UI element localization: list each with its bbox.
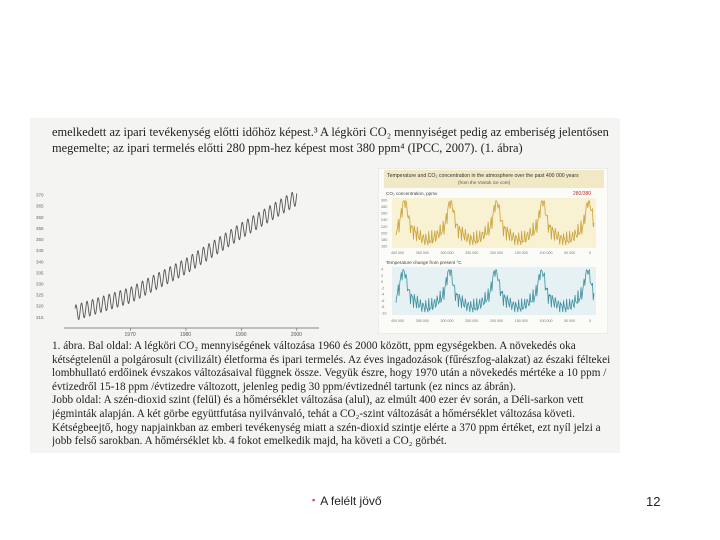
caption-line: évtizedről 15-18 ppm /évtizedre változott, jelenleg pedig 30 ppm/évtizednél tartunk (ez nincs az ábrán). xyxy=(52,380,516,393)
x-tick-label: 350 000 xyxy=(415,251,429,255)
co2-panel-label: CO₂ concentration, ppmv xyxy=(386,191,438,196)
slide-footer xyxy=(312,494,382,508)
caption-line: Jobb oldal: A szén-dioxid szint (felül) és a hőmérséklet változása (alul), az elmúlt 400 ezer év során, a Déli-sarkon vett xyxy=(52,394,584,407)
vostok-subtitle: (from the Vostok ice core) xyxy=(458,180,511,185)
y-tick-label: 0 xyxy=(381,280,384,285)
co2-series-line xyxy=(75,192,297,319)
x-tick-label: 100 000 xyxy=(539,319,553,323)
y-tick-label: 370 xyxy=(36,192,44,198)
x-tick-label: 300 000 xyxy=(440,251,454,255)
x-tick-label: 350 000 xyxy=(415,319,429,323)
x-tick-label: 1970 xyxy=(124,332,136,338)
y-tick-label: 280 xyxy=(381,205,388,210)
x-tick-label: 50 000 xyxy=(564,251,576,255)
y-tick-label: -8 xyxy=(381,305,385,310)
x-tick-label: 250 000 xyxy=(465,319,479,323)
x-tick-label: 400 000 xyxy=(391,251,404,255)
x-tick-label: 100 000 xyxy=(539,251,553,255)
x-tick-label: 2000 xyxy=(290,332,302,338)
caption-line: lombhullató erdőinek évszakos változásaival függnek össze. Vegyük észre, hogy 1970 után a növekedés mértéke a 10 ppm / xyxy=(52,367,607,380)
x-tick-label: 50 000 xyxy=(564,319,576,323)
x-tick-label: 250 000 xyxy=(465,251,479,255)
y-tick-label: 160 xyxy=(381,244,388,249)
x-tick-label: 1980 xyxy=(179,332,192,338)
caption-line: jobb felső sarokban. A hőmérséklet kb. 4 fokot emelkedik majd, ha követi a CO₂ görbét. xyxy=(52,435,447,448)
x-tick-label: 300 000 xyxy=(440,319,454,323)
y-tick-label: 335 xyxy=(36,270,44,276)
caption-line: 1. ábra. Bal oldal: A légköri CO₂ mennyiségének változása 1960 és 2000 között, ppm egységekben. A növekedés oka xyxy=(52,340,576,352)
co2-panel-value: 280/380 xyxy=(573,191,592,197)
x-tick-label: 200 000 xyxy=(490,251,503,255)
y-tick-label: 2 xyxy=(381,273,384,278)
y-tick-label: -2 xyxy=(381,286,385,291)
y-tick-label: 4 xyxy=(381,267,384,272)
vostok-chart xyxy=(378,168,608,334)
y-tick-label: 315 xyxy=(36,314,44,320)
x-tick-label: 200 000 xyxy=(490,319,503,323)
y-tick-label: -10 xyxy=(381,311,387,316)
bullet-icon: ▪ xyxy=(312,495,316,505)
intro-line: megemelte; az ipari termelés előtti 280 ppm-hez képest most 380 ppm⁴ (IPCC, 2007). (1. ábra) xyxy=(52,141,523,155)
intro-text xyxy=(52,124,617,156)
x-tick-label: 0 xyxy=(589,251,591,255)
y-tick-label: 200 xyxy=(381,231,388,236)
y-tick-label: 330 xyxy=(36,281,44,287)
caption-line: jégminták alapján. A két görbe együttfutása nyilvánvaló, tehát a CO₂-szint változását a hőmérséklet változása követi. xyxy=(52,407,576,420)
figure-caption xyxy=(52,340,617,449)
x-tick-label: 400 000 xyxy=(391,319,404,323)
y-tick-label: 260 xyxy=(381,211,388,216)
footer-title: A felélt jövő xyxy=(320,494,382,508)
y-tick-label: -6 xyxy=(381,298,385,303)
x-tick-label: 1990 xyxy=(235,332,247,338)
y-tick-label: -4 xyxy=(381,292,385,297)
x-tick-label: 0 xyxy=(589,319,591,323)
y-tick-label: 340 xyxy=(36,259,44,265)
y-tick-label: 325 xyxy=(36,292,44,298)
y-tick-label: 240 xyxy=(381,218,388,223)
y-tick-label: 180 xyxy=(381,237,388,242)
x-tick-label: 150 000 xyxy=(514,251,528,255)
caption-line: kétségtelenül a polgárosult (civilizált) életforma és ipari termelés. Az éves ingadozások (fűrészfog-alakzat) az északi féltekei xyxy=(52,353,611,366)
caption-line: Kétségbeejtő, hogy napjainkban az emberi tevékenység miatt a szén-dioxid szintje elérte a 370 ppm értéket, ezt nyíl jelzi a xyxy=(52,421,601,434)
page-number: 12 xyxy=(646,494,661,509)
y-tick-label: 365 xyxy=(36,203,44,209)
intro-line: emelkedett az ipari tevékenység előtti időhöz képest.³ A légköri CO₂ mennyiséget pedig az emberiség jelentősen xyxy=(52,125,609,139)
co2-keeling-chart xyxy=(34,176,324,338)
y-tick-label: 300 xyxy=(381,198,388,203)
y-tick-label: 320 xyxy=(36,303,44,309)
y-tick-label: 350 xyxy=(36,237,44,243)
y-tick-label: 345 xyxy=(36,248,44,254)
y-tick-label: 220 xyxy=(381,224,388,229)
temp-panel-label: Temperature change from present °C xyxy=(386,260,462,265)
y-tick-label: 355 xyxy=(36,225,44,231)
vostok-title: Temperature and CO₂ concentration in the atmosphere over the past 400 000 years xyxy=(387,173,579,179)
x-tick-label: 150 000 xyxy=(514,319,528,323)
y-tick-label: 360 xyxy=(36,214,44,220)
